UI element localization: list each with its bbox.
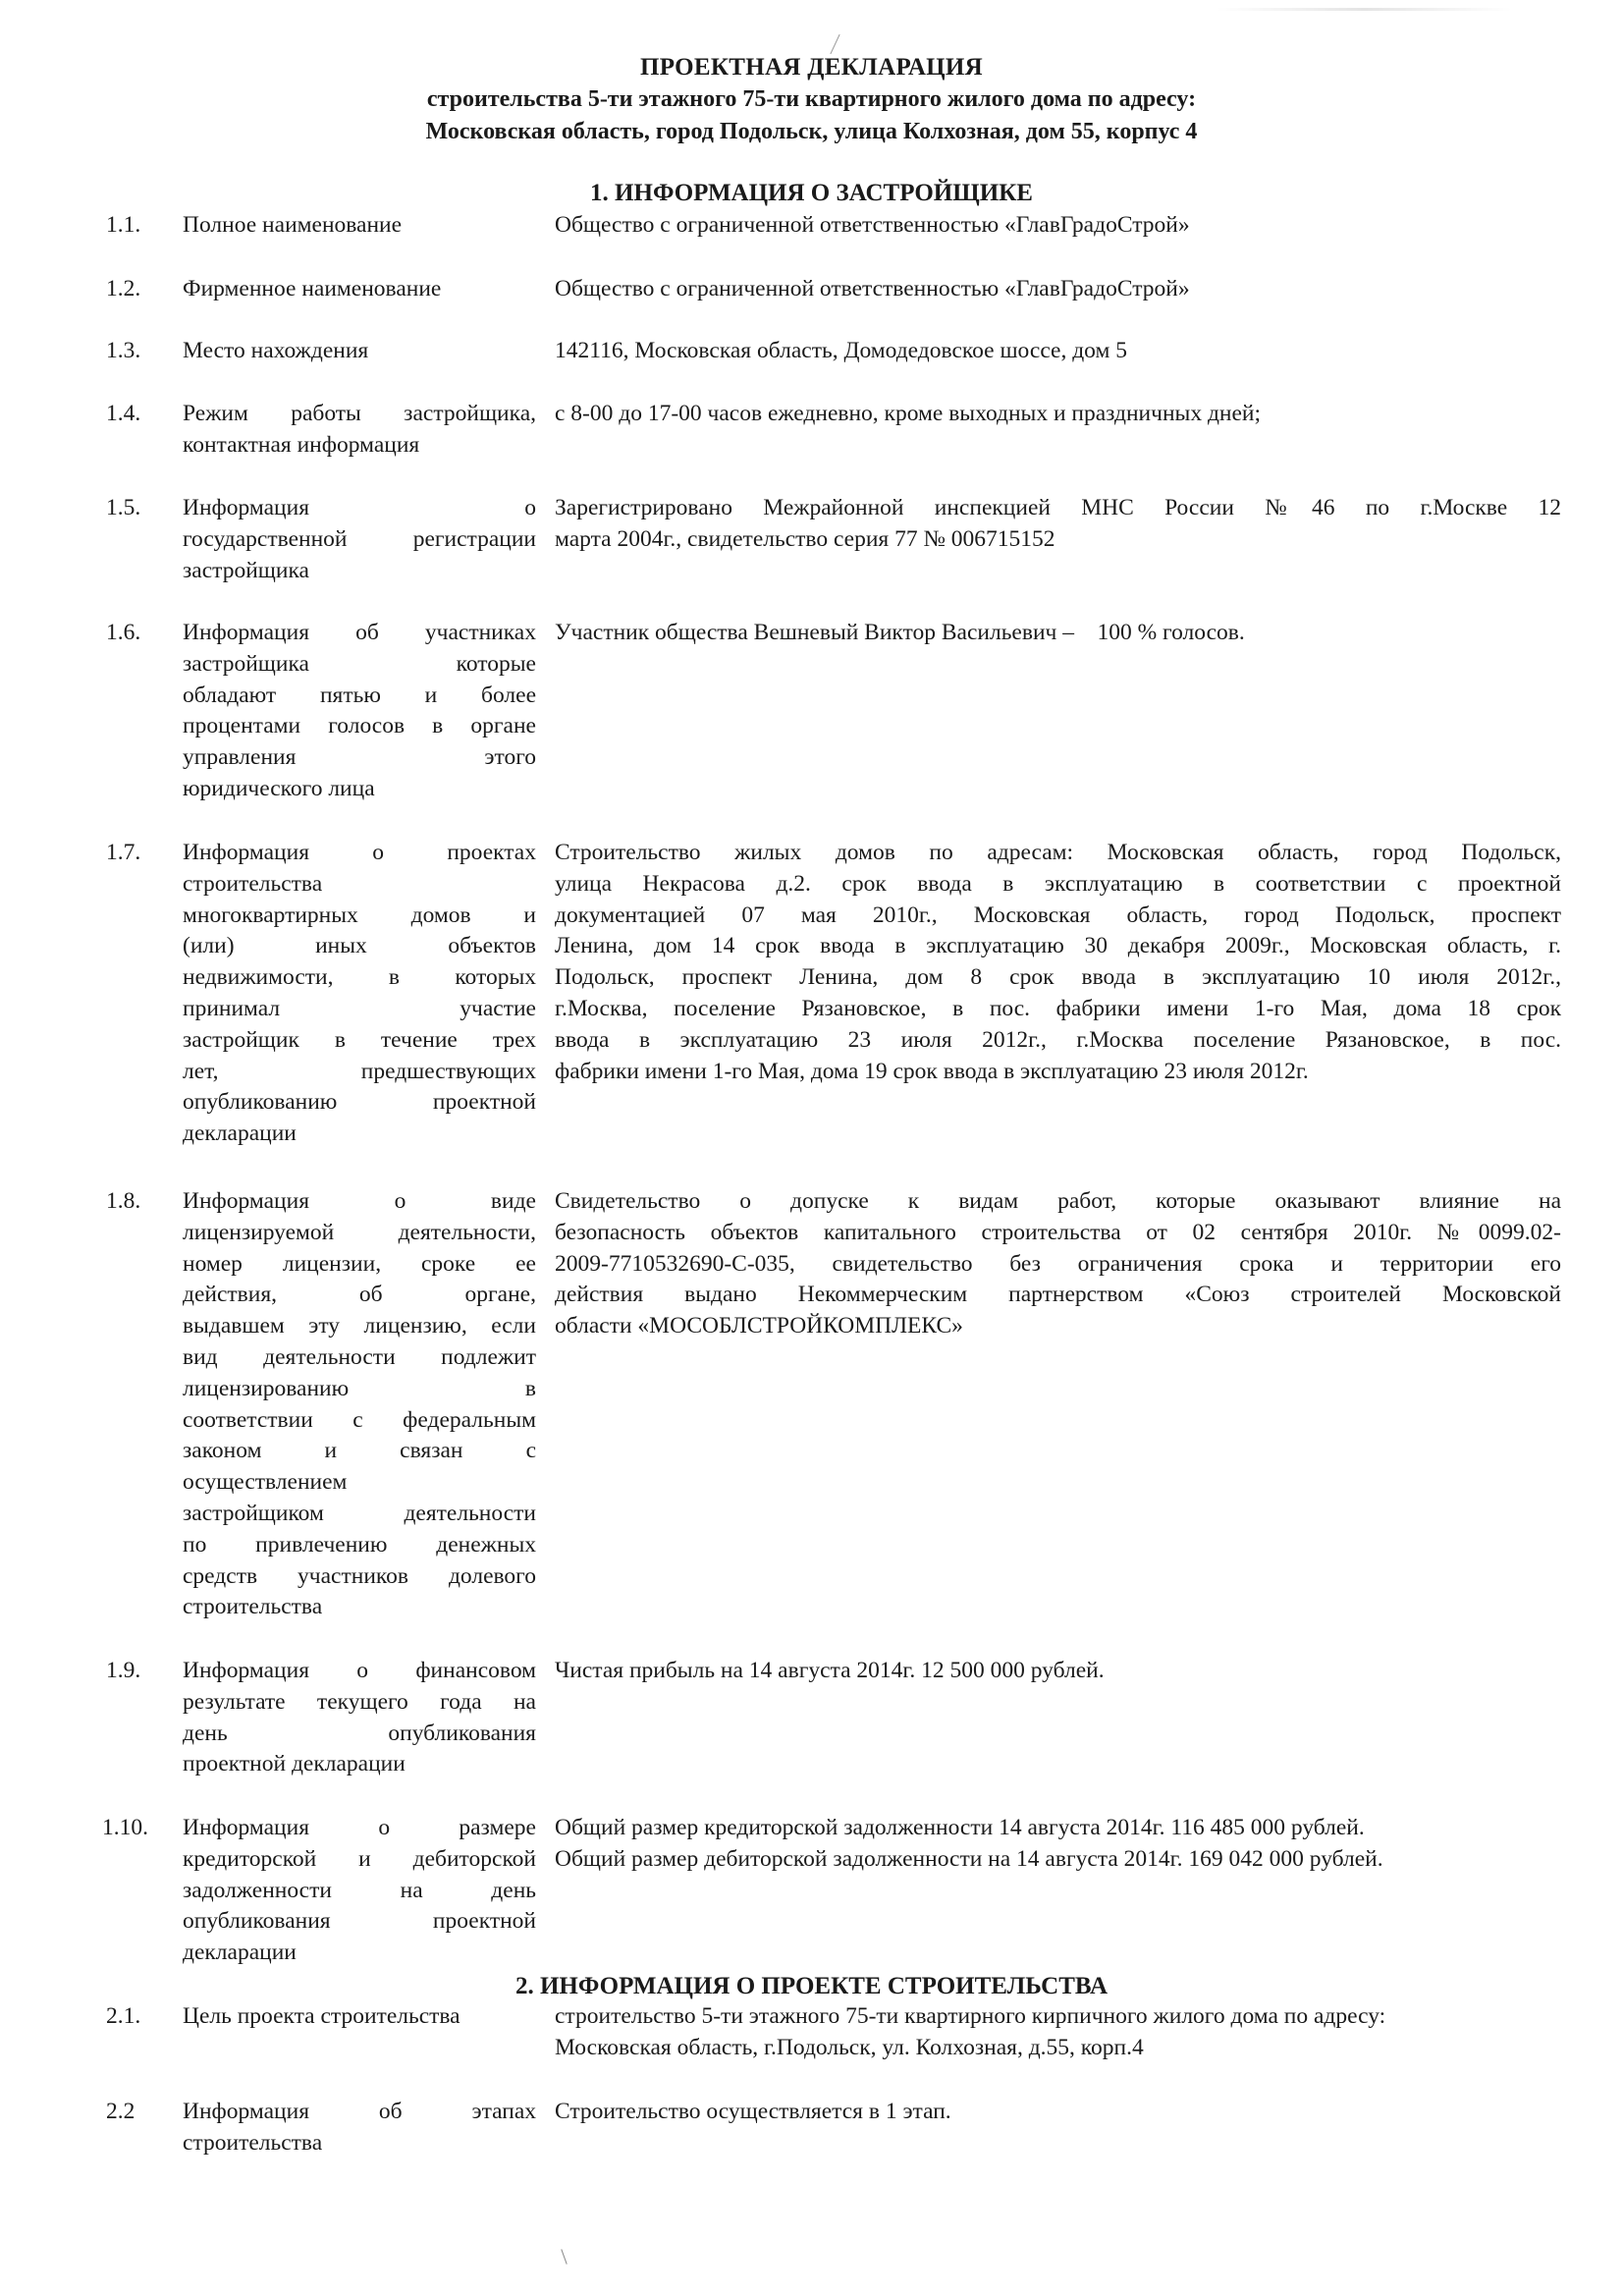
item-number: 2.1. [106,2003,141,2029]
item-value: Участник общества Вешневый Виктор Васильевич – 100 % голосов. [555,620,1245,645]
item-label: Цель проекта строительства [183,2003,460,2029]
item-label: Фирменное наименование [183,276,442,301]
document-subtitle-line-2: Московская область, город Подольск, улица Колхозная, дом 55, корпус 4 [425,119,1198,144]
item-label: Информация о финансовом результате текущего года на день опубликования проектной декларации [183,1658,536,1777]
item-value: Общий размер кредиторской задолженности 14 августа 2014г. 116 485 000 рублей. Общий размер дебиторской задолженности на 14 августа 2014г. 169 042 000 рублей. [555,1815,1383,1872]
section-heading-developer-info: 1. ИНФОРМАЦИЯ О ЗАСТРОЙЩИКЕ [590,180,1033,206]
item-number: 1.4. [106,401,141,426]
item-value: Общество с ограниченной ответственностью «ГлавГрадоСтрой» [555,212,1190,238]
document-header [0,51,1623,148]
item-number: 1.2. [106,276,141,301]
item-value: 142116, Московская область, Домодедовское шоссе, дом 5 [555,338,1127,363]
item-number: 1.3. [106,338,141,363]
item-number: 1.7. [106,840,141,865]
item-number: 1.1. [106,212,141,238]
item-number: 1.6. [106,620,141,645]
item-label: Информация об участниках застройщика которые обладают пятью и более процентами голосов в органе управления этого юридического лица [183,620,536,801]
item-label: Информация о государственной регистрации застройщика [183,495,536,583]
item-value: Строительство осуществляется в 1 этап. [555,2099,951,2124]
item-value: Общество с ограниченной ответственностью «ГлавГрадоСтрой» [555,276,1190,301]
item-number: 1.5. [106,495,141,520]
item-number: 1.9. [106,1658,141,1683]
item-value: Зарегистрировано Межрайонной инспекцией МНС России №46 по г.Москве 12 марта 2004г., свидетельство серия 77 № 006715152 [555,495,1561,552]
scan-pen-mark [561,2249,567,2264]
item-value: Свидетельство о допуске к видам работ, которые оказывают влияние на безопасность объектов капитального строительства от 02 сентября 2010г. №0099.02- 2009-7710532690-С-035, свидетельство без ограничения срока и территории его действия выдано Некоммерческим партнерством «Союз строителей Московской области «МОСОБЛСТРОЙКОМПЛЕКС» [555,1188,1561,1339]
item-number: 2.2 [106,2099,135,2124]
item-value: Строительство жилых домов по адресам: Московская область, город Подольск, улица Некрасова д.2. срок ввода в эксплуатацию в соответствии с проектной документацией 07 мая 2010г., Московская область, город Подольск, проспект Ленина, дом 14 срок ввода в эксплуатацию 30 декабря 2009г., Московская область, г. Подольск, проспект Ленина, дом 8 срок ввода в эксплуатацию 10 июля 2012г., г.Москва, поселение Рязановское, в пос. фабрики имени 1-го Мая, дома 18 срок ввода в эксплуатацию 23 июля 2012г., г.Москва поселение Рязановское, в пос. фабрики имени 1-го Мая, дома 19 срок ввода в эксплуатацию 23 июля 2012г. [555,840,1561,1084]
item-label: Информация об этапах строительства [183,2099,536,2156]
item-label: Информация о виде лицензируемой деятельности, номер лицензии, сроке ее действия, об органе, выдавшем эту лицензию, если вид деятельности подлежит лицензированию в соответствии с федеральным законом и связан с осуществлением застройщиком деятельности по привлечению денежных средств участников долевого строительства [183,1188,536,1620]
document-title: ПРОЕКТНАЯ ДЕКЛАРАЦИЯ [639,54,984,81]
item-number: 1.10. [102,1815,148,1840]
section-heading-project-info: 2. ИНФОРМАЦИЯ О ПРОЕКТЕ СТРОИТЕЛЬСТВА [514,1973,1109,1999]
item-label: Место нахождения [183,338,369,363]
item-number: 1.8. [106,1188,141,1214]
item-value: Чистая прибыль на 14 августа 2014г. 12 500 000 рублей. [555,1658,1105,1683]
item-label: Информация о проектах строительства многоквартирных домов и (или) иных объектов недвижимости, в которых принимал участие застройщик в течение трех лет, предшествующих опубликованию проектной декларации [183,840,536,1147]
document-subtitle-line-1: строительства 5-ти этажного 75-ти квартирного жилого дома по адресу: [426,86,1197,112]
item-label: Информация о размере кредиторской и дебиторской задолженности на день опубликования проектной декларации [183,1815,536,1966]
scan-artifact [1217,8,1512,11]
item-value: строительство 5-ти этажного 75-ти квартирного кирпичного жилого дома по адресу: Московская область, г.Подольск, ул. Колхозная, д.55, корп.4 [555,2003,1386,2060]
item-label: Режим работы застройщика, контактная информация [183,401,536,458]
item-label: Полное наименование [183,212,403,238]
item-value: с 8-00 до 17-00 часов ежедневно, кроме выходных и праздничных дней; [555,401,1262,426]
